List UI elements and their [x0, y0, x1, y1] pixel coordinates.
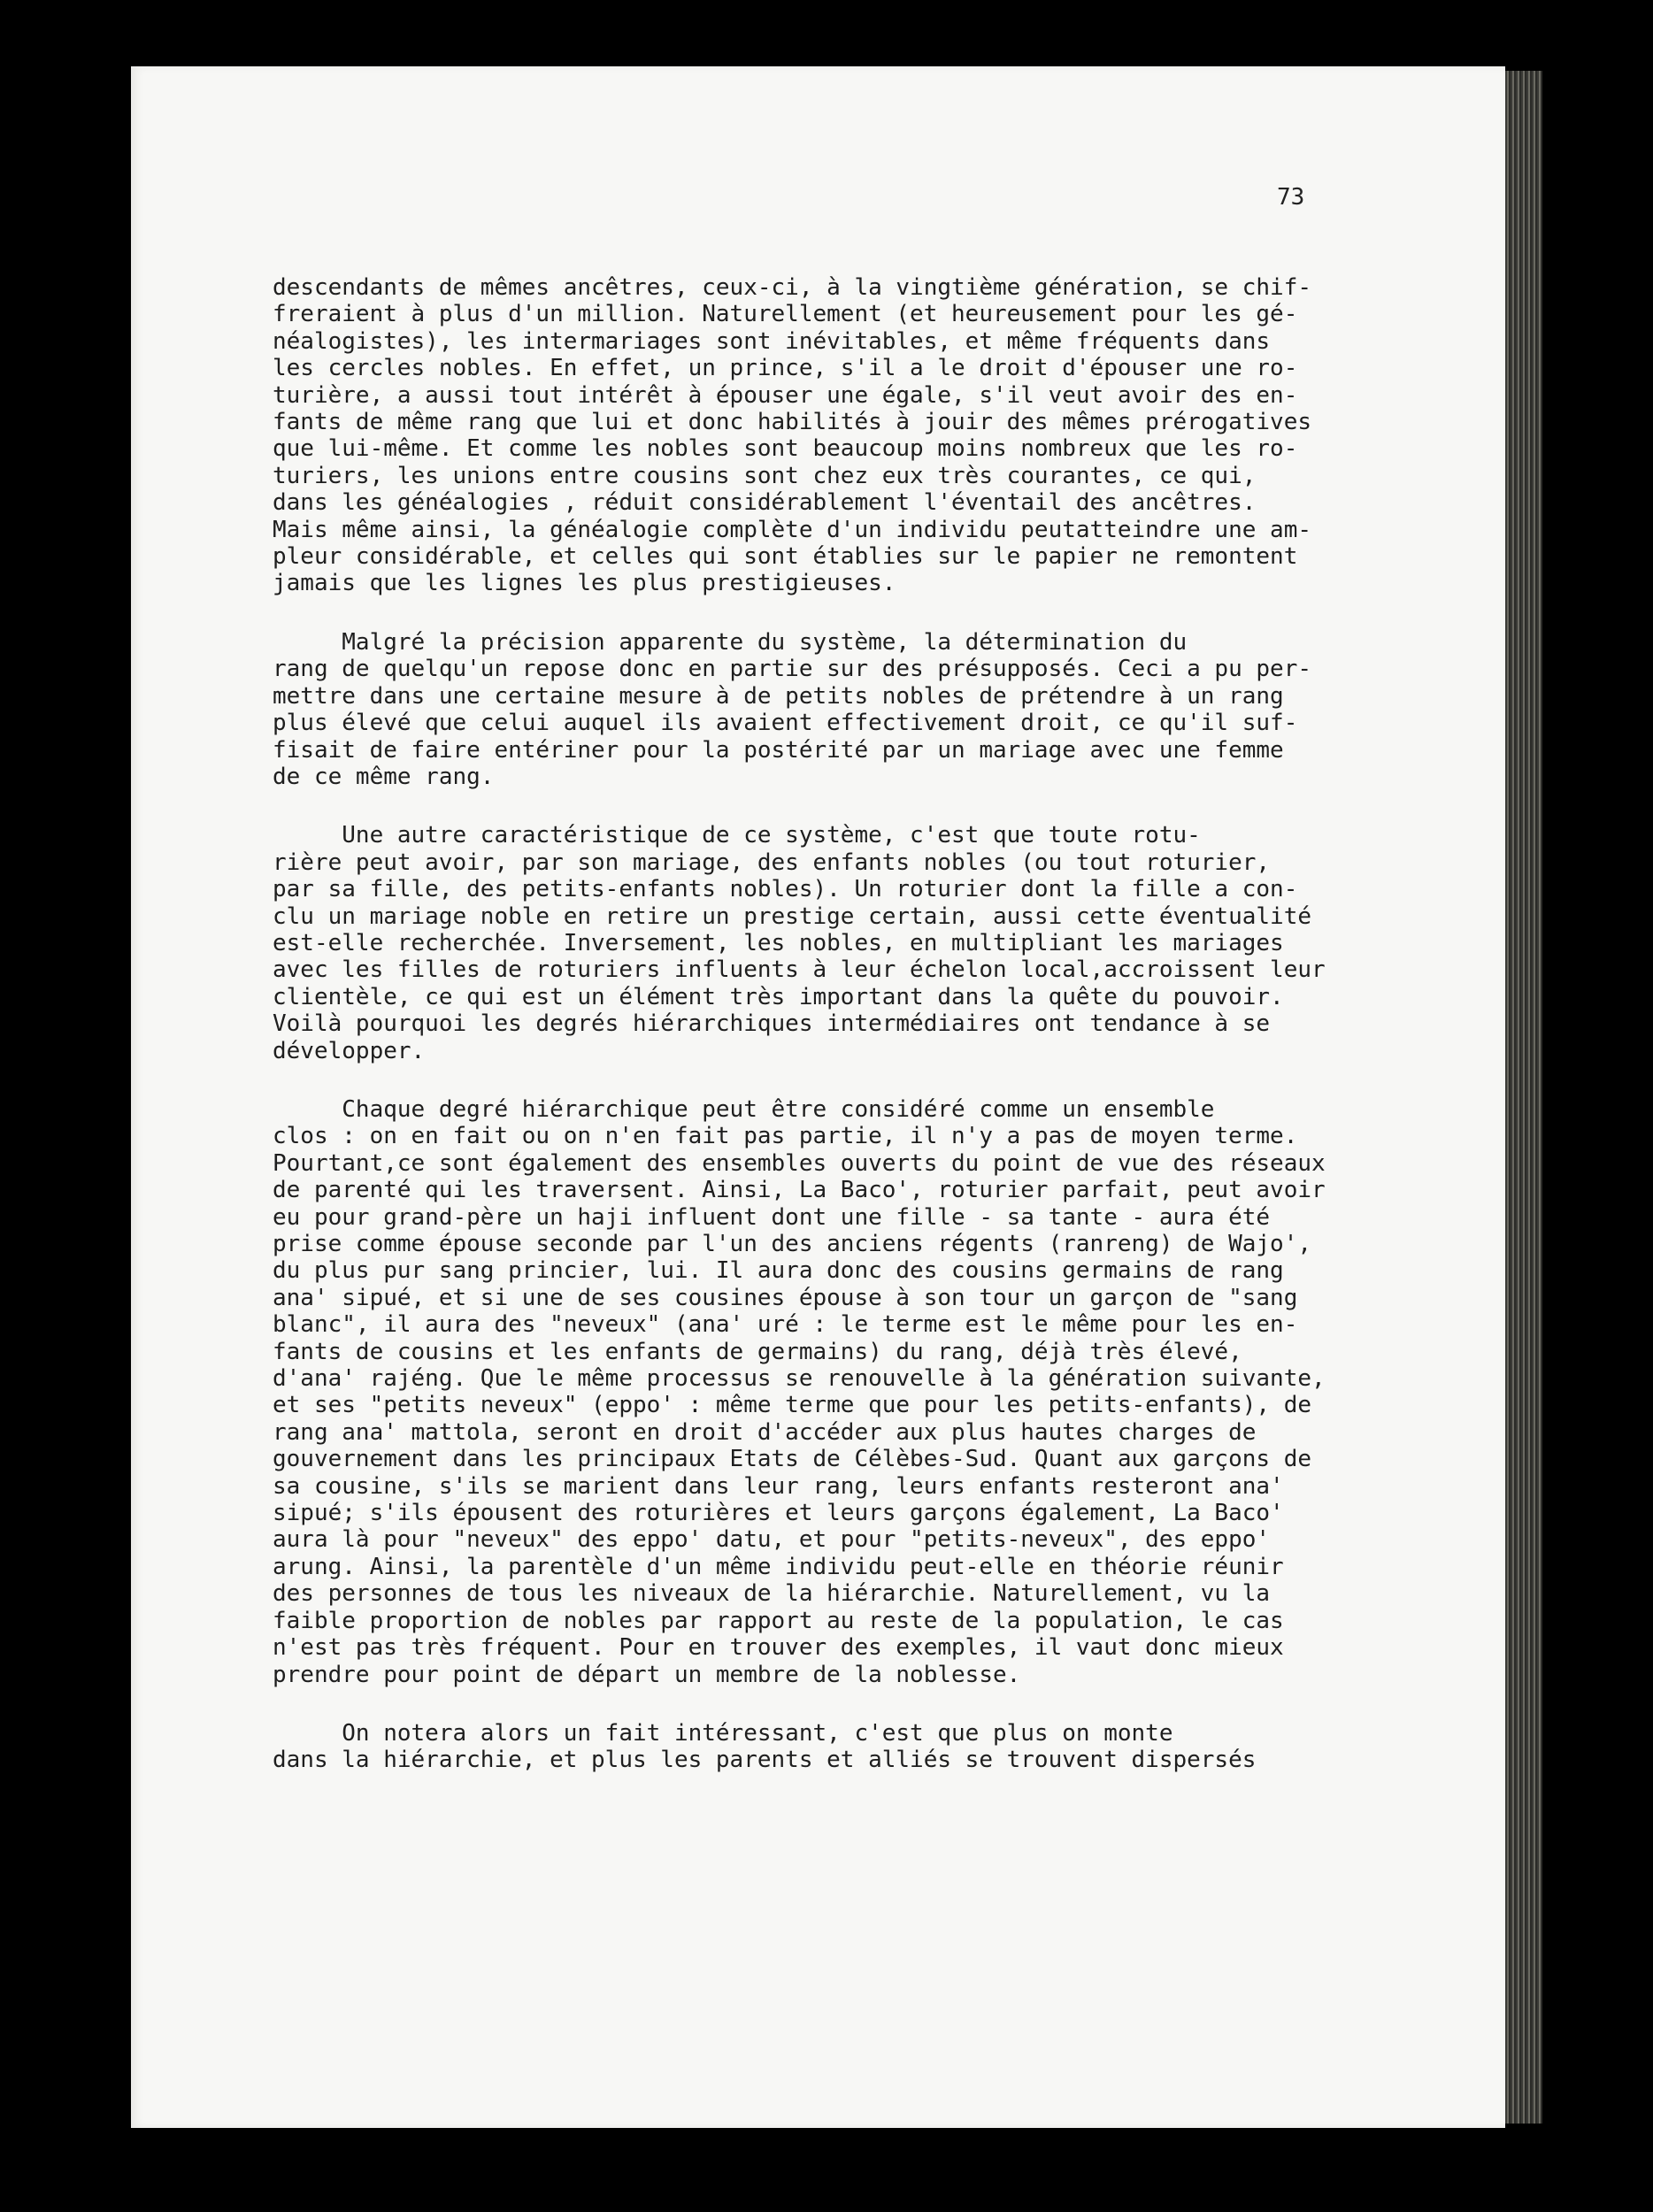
- book-page-edge: [1505, 71, 1542, 2124]
- body-text: [273, 274, 1379, 1774]
- paragraph-3: Une autre caractéristique de ce système, c'est que toute rotu- rière peut avoir, par son mariage, des enfants nobles (ou tout roturier, par sa fille, des petits-enfants nobles). Un roturier dont la fille a con- clu un mariage noble en retire un prestige certain, aussi cette éventualité est-elle recherchée. Inversement, les nobles, en multipliant les mariages avec les filles de roturiers influents à leur échelon local,accroissent leur clientèle, ce qui est un élément très important dans la quête du pouvoir. Voilà pourquoi les degrés hiérarchiques intermédiaires ont tendance à se développer.: [273, 822, 1326, 1064]
- paragraph-1: descendants de mêmes ancêtres, ceux-ci, à la vingtième génération, se chif- freraient à plus d'un million. Naturellement (et heureusement pour les gé- néalogistes), les intermariages sont inévitables, et même fréquents dans les cercles nobles. En effet, un prince, s'il a le droit d'épouser une ro- turière, a aussi tout intérêt à épouser une égale, s'il veut avoir des en- fants de même rang que lui et donc habilités à jouir des mêmes prérogatives que lui-même. Et comme les nobles sont beaucoup moins nombreux que les ro- turiers, les unions entre cousins sont chez eux très courantes, ce qui, dans les généalogies , réduit considérablement l'éventail des ancêtres. Mais même ainsi, la généalogie complète d'un individu peutatteindre une am- pleur considérable, et celles qui sont établies sur le papier ne remontent jamais que les lignes les plus prestigieuses.: [273, 274, 1311, 597]
- paragraph-2: Malgré la précision apparente du système, la détermination du rang de quelqu'un repose donc en partie sur des présupposés. Ceci a pu per- mettre dans une certaine mesure à de petits nobles de prétendre à un rang plus élevé que celui auquel ils avaient effectivement droit, ce qu'il suf- fisait de faire entériner pour la postérité par un mariage avec une femme de ce même rang.: [273, 628, 1311, 790]
- page-number: 73: [1277, 184, 1305, 211]
- paragraph-5: On notera alors un fait intéressant, c'est que plus on monte dans la hiérarchie, et plus les parents et alliés se trouvent dispersés: [273, 1719, 1257, 1774]
- paragraph-4: Chaque degré hiérarchique peut être considéré comme un ensemble clos : on en fait ou on n'en fait pas partie, il n'y a pas de moyen terme. Pourtant,ce sont également des ensembles ouverts du point de vue des réseaux de parenté qui les traversent. Ainsi, La Baco', roturier parfait, peut avoir eu pour grand-père un haji influent dont une fille - sa tante - aura été prise comme épouse seconde par l'un des anciens régents (ranreng) de Wajo', du plus pur sang princier, lui. Il aura donc des cousins germains de rang ana' sipué, et si une de ses cousines épouse à son tour un garçon de "sang blanc", il aura des "neveux" (ana' uré : le terme est le même pour les en- fants de cousins et les enfants de germains) du rang, déjà très élevé, d'ana' rajéng. Que le même processus se renouvelle à la génération suivante, et ses "petits neveux" (eppo' : même terme que pour les petits-enfants), de rang ana' mattola, seront en droit d'accéder aux plus hautes charges de gouvernement dans les principaux Etats de Célèbes-Sud. Quant aux garçons de sa cousine, s'ils se marient dans leur rang, leurs enfants resteront ana' sipué; s'ils épousent des roturières et leurs garçons également, La Baco' aura là pour "neveux" des eppo' datu, et pour "petits-neveux", des eppo' arung. Ainsi, la parentèle d'un même individu peut-elle en théorie réunir des personnes de tous les niveaux de la hiérarchie. Naturellement, vu la faible proportion de nobles par rapport au reste de la population, le cas n'est pas très fréquent. Pour en trouver des exemples, il vaut donc mieux prendre pour point de départ un membre de la noblesse.: [273, 1095, 1326, 1688]
